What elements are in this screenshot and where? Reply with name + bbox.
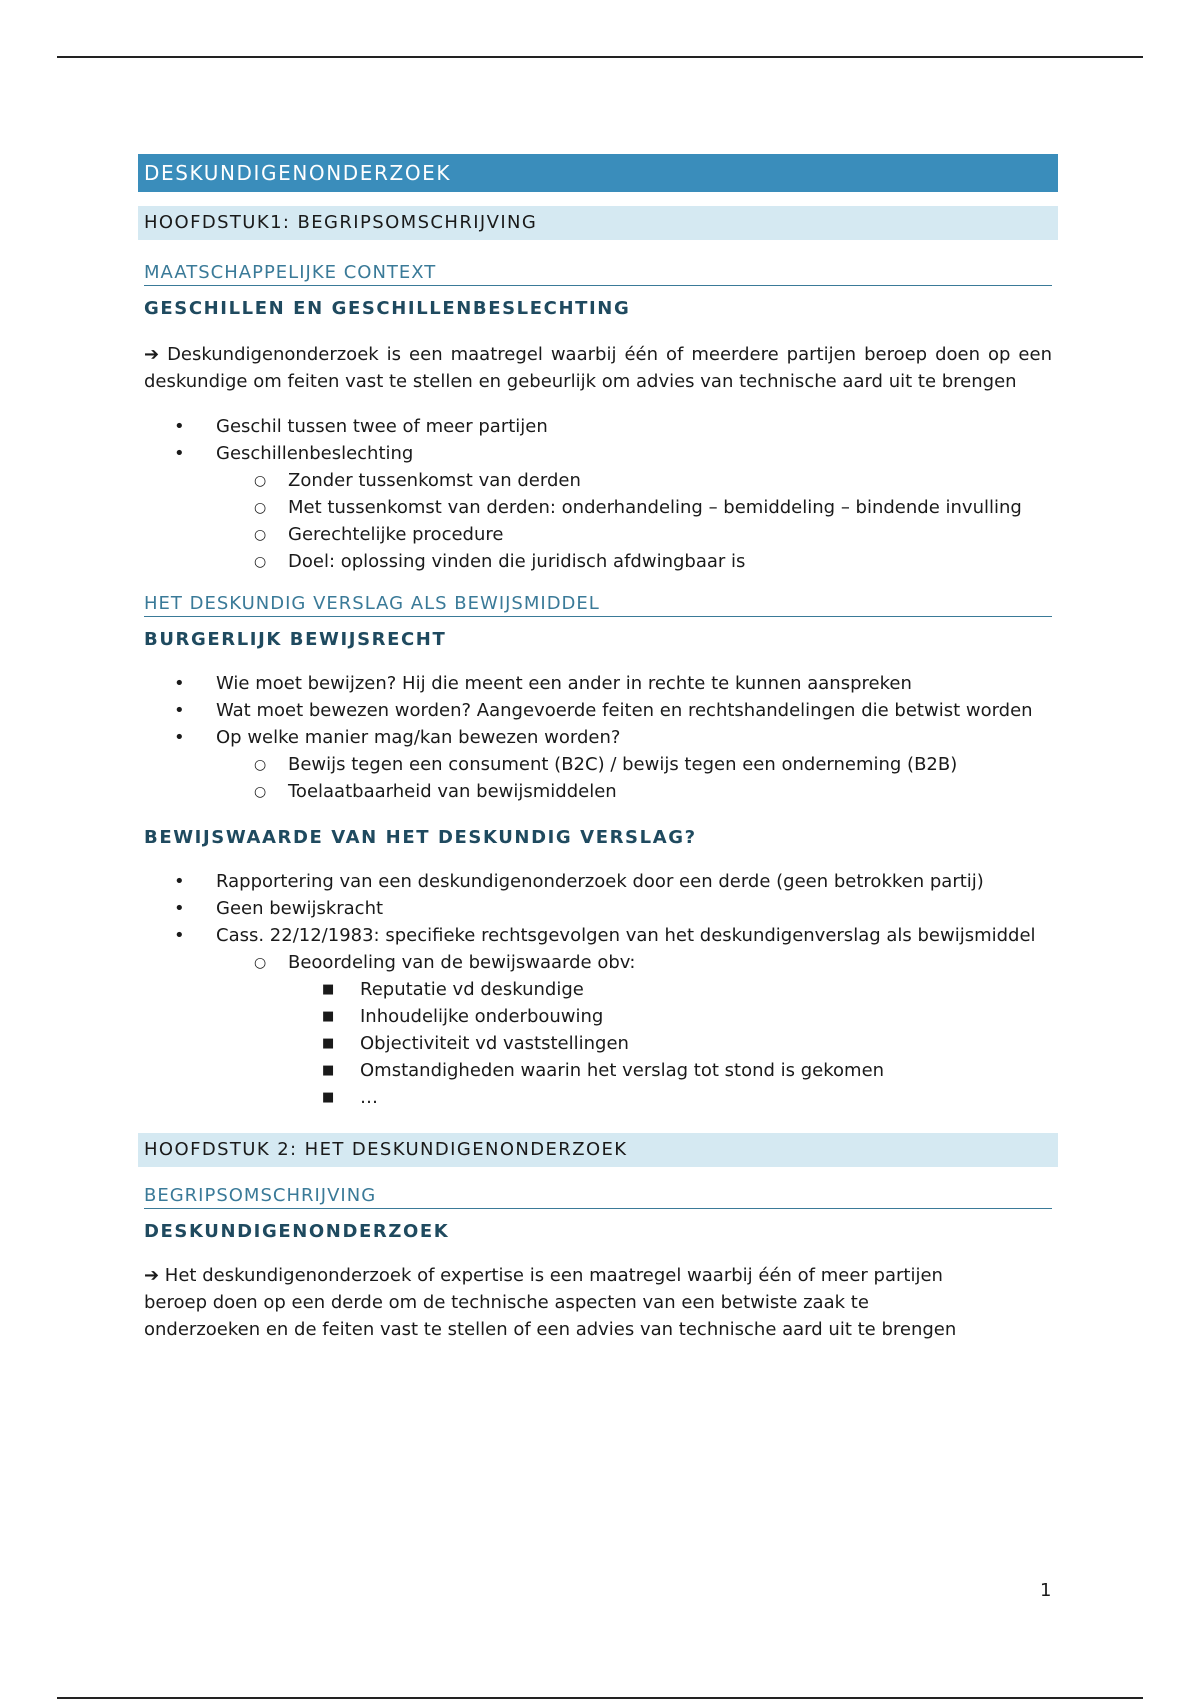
list-item: ○ Gerechtelijke procedure: [288, 521, 1052, 548]
subsection-geschillen: GESCHILLEN EN GESCHILLENBESLECHTING: [144, 298, 631, 319]
bullet-list: [174, 868, 1052, 1111]
bullet-dot: •: [174, 673, 185, 694]
definition-paragraph-2: [144, 1262, 1052, 1343]
list-item: • Geschil tussen twee of meer partijen: [216, 413, 1052, 440]
bullet-circle: ○: [254, 554, 267, 570]
document-page: [138, 154, 1058, 1343]
list-item: ■ Reputatie vd deskundige: [360, 976, 1052, 1003]
chapter-2-heading: HOOFDSTUK 2: HET DESKUNDIGENONDERZOEK: [138, 1133, 1058, 1167]
subsection-burgerlijk-bewijsrecht: BURGERLIJK BEWIJSRECHT: [144, 629, 447, 650]
bullet-dot: •: [174, 871, 185, 892]
list-item: ■ Objectiviteit vd vaststellingen: [360, 1030, 1052, 1057]
section-maatschappelijke-context: MAATSCHAPPELIJKE CONTEXT: [144, 262, 1052, 286]
list-item: ○ Bewijs tegen een consument (B2C) / bewijs tegen een onderneming (B2B): [288, 751, 1052, 778]
bullet-square: ■: [322, 982, 335, 997]
document-title: DESKUNDIGENONDERZOEK: [138, 154, 1058, 192]
bullet-dot: •: [174, 700, 185, 721]
bullet-square: ■: [322, 1090, 335, 1105]
footer-rule: [57, 1697, 1143, 1699]
bullet-square: ■: [322, 1009, 335, 1024]
bullet-circle: ○: [254, 527, 267, 543]
definition-paragraph: ➔ Deskundigenonderzoek is een maatregel waarbij één of meerdere partijen beroep doen op een deskundige om feiten vast te stellen en gebeurlijk om advies van technische aard uit te brengen: [144, 344, 1052, 392]
bullet-circle: ○: [254, 757, 267, 773]
list-item: ■ Inhoudelijke onderbouwing: [360, 1003, 1052, 1030]
bullet-list: [174, 670, 1052, 805]
definition-line: beroep doen op een derde om de technische aspecten van een betwiste zaak te: [144, 1292, 869, 1313]
list-item: • Geen bewijskracht: [216, 895, 1052, 922]
bullet-circle: ○: [254, 955, 267, 971]
bullet-square: ■: [322, 1036, 335, 1051]
list-item: ○ Beoordeling van de bewijswaarde obv: ■ Reputatie vd deskundige ■ Inhoudelijke onderbouwing ■ Objectiviteit vd vaststellingen ■ Omstandigheden waarin het verslag tot stond is gekomen ■ …: [288, 949, 1052, 1111]
list-item: ○ Zonder tussenkomst van derden: [288, 467, 1052, 494]
bullet-dot: •: [174, 416, 185, 437]
list-item: ■ Omstandigheden waarin het verslag tot stond is gekomen: [360, 1057, 1052, 1084]
subsection-bewijswaarde: BEWIJSWAARDE VAN HET DESKUNDIG VERSLAG?: [144, 827, 697, 848]
list-item: • Wie moet bewijzen? Hij die meent een ander in rechte te kunnen aanspreken: [216, 670, 1052, 697]
subsection-deskundigenonderzoek: DESKUNDIGENONDERZOEK: [144, 1221, 450, 1242]
list-item: • Cass. 22/12/1983: specifieke rechtsgevolgen van het deskundigenverslag als bewijsmiddel ○ Beoordeling van de bewijswaarde obv: ■ Reputatie vd deskundige ■ Inhoudelijke onderbouwing ■ Objectiviteit vd vaststellingen ■ Omstandigheden waarin het verslag tot stond is gekomen ■ …: [216, 922, 1052, 1111]
section-begripsomschrijving: BEGRIPSOMSCHRIJVING: [144, 1185, 1052, 1209]
sub-sub-bullet-list: [322, 976, 1052, 1111]
header-rule: [57, 56, 1143, 58]
list-item: ■ …: [360, 1084, 1052, 1111]
page-number: 1: [1040, 1580, 1052, 1601]
bullet-dot: •: [174, 898, 185, 919]
bullet-dot: •: [174, 443, 185, 464]
list-item: • Rapportering van een deskundigenonderzoek door een derde (geen betrokken partij): [216, 868, 1052, 895]
definition-line: onderzoeken en de feiten vast te stellen of een advies van technische aard uit te brengen: [144, 1319, 957, 1340]
bullet-square: ■: [322, 1063, 335, 1078]
bullet-list: [174, 413, 1052, 575]
bullet-circle: ○: [254, 473, 267, 489]
sub-bullet-list: [254, 751, 1052, 805]
list-item: • Geschillenbeslechting ○ Zonder tussenkomst van derden ○ Met tussenkomst van derden: onderhandeling – bemiddeling – bindende invulling ○ Gerechtelijke procedure ○ Doel: oplossing vinden die juridisch afdwingbaar is: [216, 440, 1052, 575]
bullet-circle: ○: [254, 500, 267, 516]
sub-bullet-list: [254, 467, 1052, 575]
bullet-dot: •: [174, 925, 185, 946]
list-item: ○ Met tussenkomst van derden: onderhandeling – bemiddeling – bindende invulling: [288, 494, 1052, 521]
section-deskundig-verslag: HET DESKUNDIG VERSLAG ALS BEWIJSMIDDEL: [144, 593, 1052, 617]
sub-bullet-list: [254, 949, 1052, 1111]
list-item: • Wat moet bewezen worden? Aangevoerde feiten en rechtshandelingen die betwist worden: [216, 697, 1052, 724]
list-item: ○ Toelaatbaarheid van bewijsmiddelen: [288, 778, 1052, 805]
chapter-1-heading: HOOFDSTUK1: BEGRIPSOMSCHRIJVING: [138, 206, 1058, 240]
list-item: ○ Doel: oplossing vinden die juridisch afdwingbaar is: [288, 548, 1052, 575]
list-item: • Op welke manier mag/kan bewezen worden? ○ Bewijs tegen een consument (B2C) / bewijs tegen een onderneming (B2B) ○ Toelaatbaarheid van bewijsmiddelen: [216, 724, 1052, 805]
bullet-dot: •: [174, 727, 185, 748]
bullet-circle: ○: [254, 784, 267, 800]
definition-line: ➔ Het deskundigenonderzoek of expertise is een maatregel waarbij één of meer partijen: [144, 1265, 943, 1286]
